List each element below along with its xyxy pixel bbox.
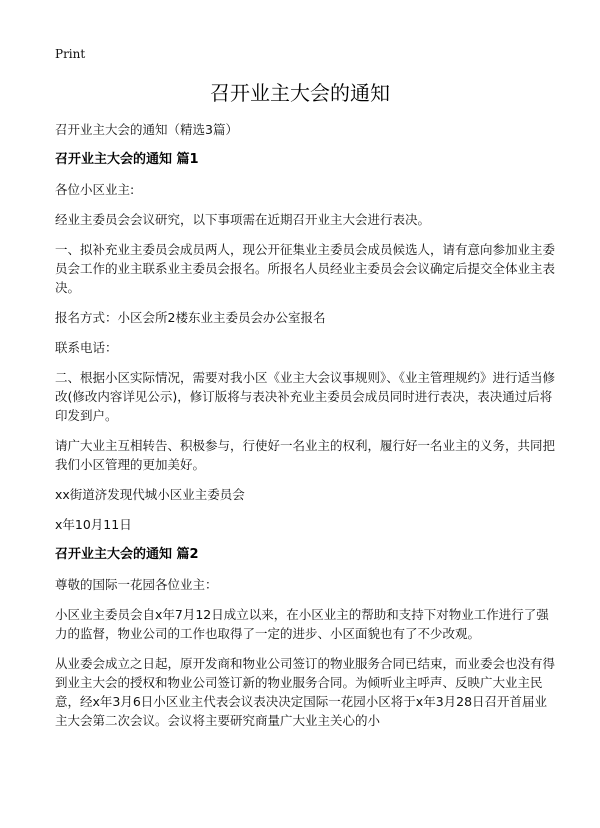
section-1-paragraph-6: 请广大业主互相转告、积极参与，行使好一名业主的权利，履行好一名业主的义务，共同把我们小区管理的更加美好。 [55, 438, 556, 472]
print-link[interactable]: Print [55, 47, 86, 61]
section-1-greeting: 各位小区业主: [55, 182, 135, 197]
section-2-paragraph-1: 小区业主委员会自x年7月12日成立以来，在小区业主的帮助和支持下对物业工作进行了强力的监督，物业公司的工作也取得了一定的进步、小区面貌也有了不少改观。 [55, 607, 549, 641]
section-2-paragraph-2: 从业委会成立之日起，原开发商和物业公司签订的物业服务合同已结束，而业委会也没有得到业主大会的授权和物业公司签订新的物业服务合同。为倾听业主呼声、反映广大业主民意，经x年3月6日小区业主代表会议表决决定国际一花园小区将于x年3月28日召开首届业主大会第二次会议。会议将主要研究商量广大业主关心的小 [55, 656, 556, 728]
section-2-greeting: 尊敬的国际一花园各位业主： [55, 577, 218, 592]
document-subtitle: 召开业主大会的通知（精选3篇） [55, 122, 238, 137]
section-1-paragraph-4: 联系电话： [55, 340, 118, 355]
section-1-heading: 召开业主大会的通知 篇1 [55, 152, 199, 167]
section-1-signature: xx街道济发现代城小区业主委员会 [55, 487, 245, 502]
section-2-heading: 召开业主大会的通知 篇2 [55, 547, 199, 562]
section-1-paragraph-3: 报名方式：小区会所2楼东业主委员会办公室报名 [55, 310, 326, 325]
section-1-paragraph-1: 经业主委员会会议研究，以下事项需在近期召开业主大会进行表决。 [55, 212, 431, 227]
section-1-paragraph-2: 一、拟补充业主委员会成员两人，现公开征集业主委员会成员候选人，请有意向参加业主委员会工作的业主联系业主委员会报名。所报名人员经业主委员会会议确定后提交全体业主表决。 [55, 242, 556, 295]
section-1-paragraph-5: 二、根据小区实际情况，需要对我小区《业主大会议事规则》、《业主管理规约》进行适当修改(修改内容详见公示)，修订版将与表决补充业主委员会成员同时进行表决，表决通过后将印发到户。 [55, 370, 556, 423]
section-1-date: x年10月11日 [55, 517, 132, 532]
page-title: 召开业主大会的通知 [210, 81, 390, 105]
document-body [55, 120, 555, 741]
